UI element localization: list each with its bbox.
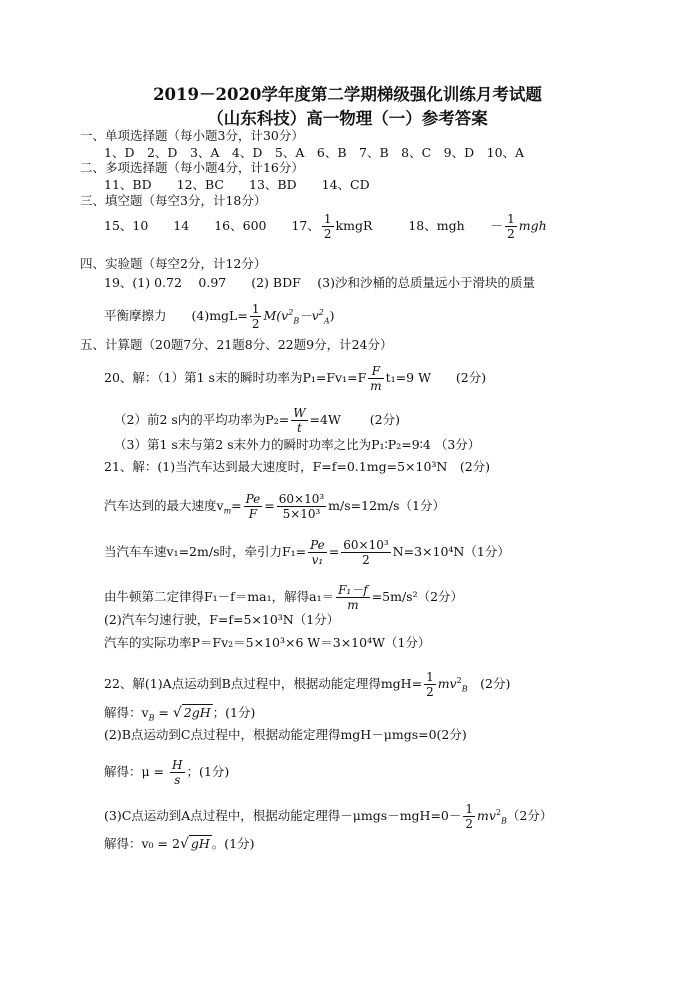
q21-line6: 汽车的实际功率P＝Fv₂＝5×10³×6 W＝3×10⁴W（1分） bbox=[104, 635, 431, 650]
q20-line1 bbox=[104, 364, 486, 393]
fraction bbox=[424, 670, 436, 699]
equals: = bbox=[231, 498, 242, 513]
section-3-heading: 三、填空题（每空3分，计18分） bbox=[80, 193, 267, 208]
q22-line6: 解得：v₀ = 2√ gH 。(1分) bbox=[104, 836, 255, 852]
numerator: F₁－f bbox=[338, 583, 368, 597]
fill-answers-15-17: 15、10 14 16、600 17、 bbox=[104, 218, 320, 233]
text: (2分) bbox=[467, 676, 511, 691]
numerator: 1 bbox=[251, 302, 260, 316]
denominator: 5×10³ bbox=[282, 507, 321, 521]
subscript: B bbox=[148, 713, 155, 723]
numerator: Pe bbox=[310, 538, 325, 552]
text: (3)C点运动到A点过程中，根据动能定理得－μmgs－mgH=0－ bbox=[104, 808, 462, 823]
numerator: F bbox=[368, 364, 383, 379]
denominator: s bbox=[174, 773, 181, 787]
answer-17-unit: kmgR bbox=[335, 218, 373, 233]
answer-18: 18、mgh bbox=[408, 218, 465, 233]
numerator: 1 bbox=[426, 670, 434, 684]
denominator: 2 bbox=[426, 685, 434, 699]
denominator: F bbox=[248, 507, 258, 521]
equals: = bbox=[328, 544, 340, 559]
fraction bbox=[336, 583, 370, 612]
q21-line1: 21、解：(1)当汽车达到最大速度时，F=f=0.1mg=5×10³N (2分) bbox=[104, 459, 491, 474]
fraction bbox=[250, 302, 262, 331]
numerator: Pe bbox=[245, 492, 261, 506]
q21-line2 bbox=[104, 492, 445, 521]
text: ；(1分) bbox=[186, 764, 230, 779]
minus-sign: － bbox=[490, 218, 504, 233]
text: mv bbox=[437, 676, 457, 691]
numerator: 1 bbox=[465, 802, 474, 816]
subscript: B bbox=[461, 684, 468, 694]
denominator: 2 bbox=[323, 227, 332, 241]
fraction bbox=[368, 364, 383, 393]
text: ；(1分) bbox=[212, 705, 256, 720]
subscript: B bbox=[293, 316, 300, 326]
section-2-answers: 11、BD 12、BC 13、BD 14、CD bbox=[104, 177, 370, 192]
fraction bbox=[308, 538, 327, 567]
subscript: A bbox=[323, 316, 330, 326]
text: 解得：v₀ = 2 bbox=[104, 836, 180, 851]
denominator: 2 bbox=[507, 227, 515, 241]
denominator: 2 bbox=[465, 817, 474, 831]
text: （2分） bbox=[506, 808, 553, 823]
q20-line2 bbox=[114, 406, 400, 435]
denominator: t bbox=[296, 421, 302, 435]
text: 平衡摩擦力 (4)mgL= bbox=[104, 308, 248, 323]
q22-line5: (3)C点运动到A点过程中，根据动能定理得－μmgs－mgH=0－ $\frac{1}{2}$ $mv^2_B(2$分） bbox=[104, 802, 553, 831]
text: 解得：μ = bbox=[104, 764, 169, 779]
text: 汽车达到的最大速度v bbox=[104, 498, 224, 513]
section-5-heading: 五、计算题（20题7分、21题8分、22题9分，计24分） bbox=[80, 337, 393, 352]
text: =4W (2分) bbox=[309, 412, 401, 427]
text: m/s=12m/s（1分） bbox=[328, 498, 445, 513]
fraction bbox=[322, 212, 334, 241]
experiment-answers-line1: 19、(1) 0.72 0.97 (2) BDF (3)沙和沙桶的总质量远小于滑块的质量 bbox=[104, 275, 535, 290]
text: t₁=9 W (2分) bbox=[385, 370, 487, 385]
numerator: H bbox=[172, 758, 183, 772]
radicand: gH bbox=[190, 836, 210, 851]
experiment-answers-line2: 平衡摩擦力 (4)mgL= $\frac{1}{2}$ $M(v^2_B-v^2_A)$ bbox=[104, 302, 335, 331]
denominator: m bbox=[347, 598, 359, 612]
text: N=3×10⁴N（1分） bbox=[392, 544, 510, 559]
text: －v bbox=[299, 308, 319, 323]
fraction bbox=[341, 538, 390, 567]
text: 。(1分) bbox=[211, 836, 255, 851]
fraction bbox=[244, 492, 263, 521]
text: 当汽车车速v₁=2m/s时，牵引力F₁= bbox=[104, 544, 307, 559]
fraction bbox=[277, 492, 326, 521]
subscript: B bbox=[501, 816, 507, 826]
numerator: 1 bbox=[323, 212, 332, 226]
equals: = bbox=[154, 705, 173, 720]
section-4-heading: 四、实验题（每空2分，计12分） bbox=[80, 256, 267, 271]
q21-line4 bbox=[104, 583, 463, 612]
radicand: 2gH bbox=[183, 705, 211, 720]
q22-line4 bbox=[104, 758, 229, 787]
text: =5m/s²（2分） bbox=[371, 589, 464, 604]
equals: = bbox=[264, 498, 275, 513]
q20-line3: （3）第1 s末与第2 s末外力的瞬时功率之比为P₁∶P₂=9∶4 （3分） bbox=[114, 437, 481, 452]
denominator: m bbox=[370, 379, 382, 393]
fraction bbox=[170, 758, 184, 787]
answer-18b: mgh bbox=[518, 218, 547, 233]
denominator: 2 bbox=[251, 317, 260, 331]
fraction bbox=[505, 212, 517, 241]
subscript: m bbox=[223, 506, 232, 516]
fraction bbox=[291, 406, 307, 435]
q22-line3: (2)B点运动到C点过程中，根据动能定理得mgH－μmgs=0(2分) bbox=[104, 727, 467, 742]
q21-line3 bbox=[104, 538, 510, 567]
q22-line1: 22、解(1)A点运动到B点过程中，根据动能定理得mgH= $\frac{1}{2}$ $mv^2_B$ (2分) bbox=[104, 670, 511, 699]
text: ) bbox=[329, 308, 335, 323]
section-1-heading: 一、单项选择题（每小题3分，计30分） bbox=[80, 128, 304, 143]
text: 22、解(1)A点运动到B点过程中，根据动能定理得mgH= bbox=[104, 676, 423, 691]
text: 由牛顿第二定律得F₁－f＝ma₁，解得a₁＝ bbox=[104, 589, 335, 604]
numerator: W bbox=[293, 406, 306, 420]
text: 解得：v bbox=[104, 705, 149, 720]
fraction bbox=[463, 802, 475, 831]
numerator: 1 bbox=[507, 212, 515, 226]
denominator: v₁ bbox=[311, 553, 324, 567]
section-3-answers bbox=[104, 212, 547, 241]
text: mv bbox=[477, 808, 496, 823]
section-2-heading: 二、多项选择题（每小题4分，计16分） bbox=[80, 160, 304, 175]
section-1-answers: 1、D 2、D 3、A 4、D 5、A 6、B 7、B 8、C 9、D 10、A bbox=[104, 145, 525, 160]
q22-line2: 解得：$v_B$ = √ 2gH ；(1分) bbox=[104, 705, 256, 723]
numerator: 60×10³ bbox=[343, 538, 389, 552]
text: （2）前2 s内的平均功率为P₂= bbox=[114, 412, 290, 427]
page-title-1: 2019－2020学年度第二学期梯级强化训练月考试题 bbox=[153, 85, 542, 104]
text: M(v bbox=[263, 308, 289, 323]
text: 20、解：（1）第1 s末的瞬时功率为P₁=Fv₁=F bbox=[104, 370, 367, 385]
denominator: 2 bbox=[362, 553, 370, 567]
q21-line5: (2)汽车匀速行驶，F=f=5×10³N（1分） bbox=[104, 612, 340, 627]
numerator: 60×10³ bbox=[278, 492, 325, 506]
page-title-2: （山东科技）高一物理（一）参考答案 bbox=[207, 109, 488, 128]
